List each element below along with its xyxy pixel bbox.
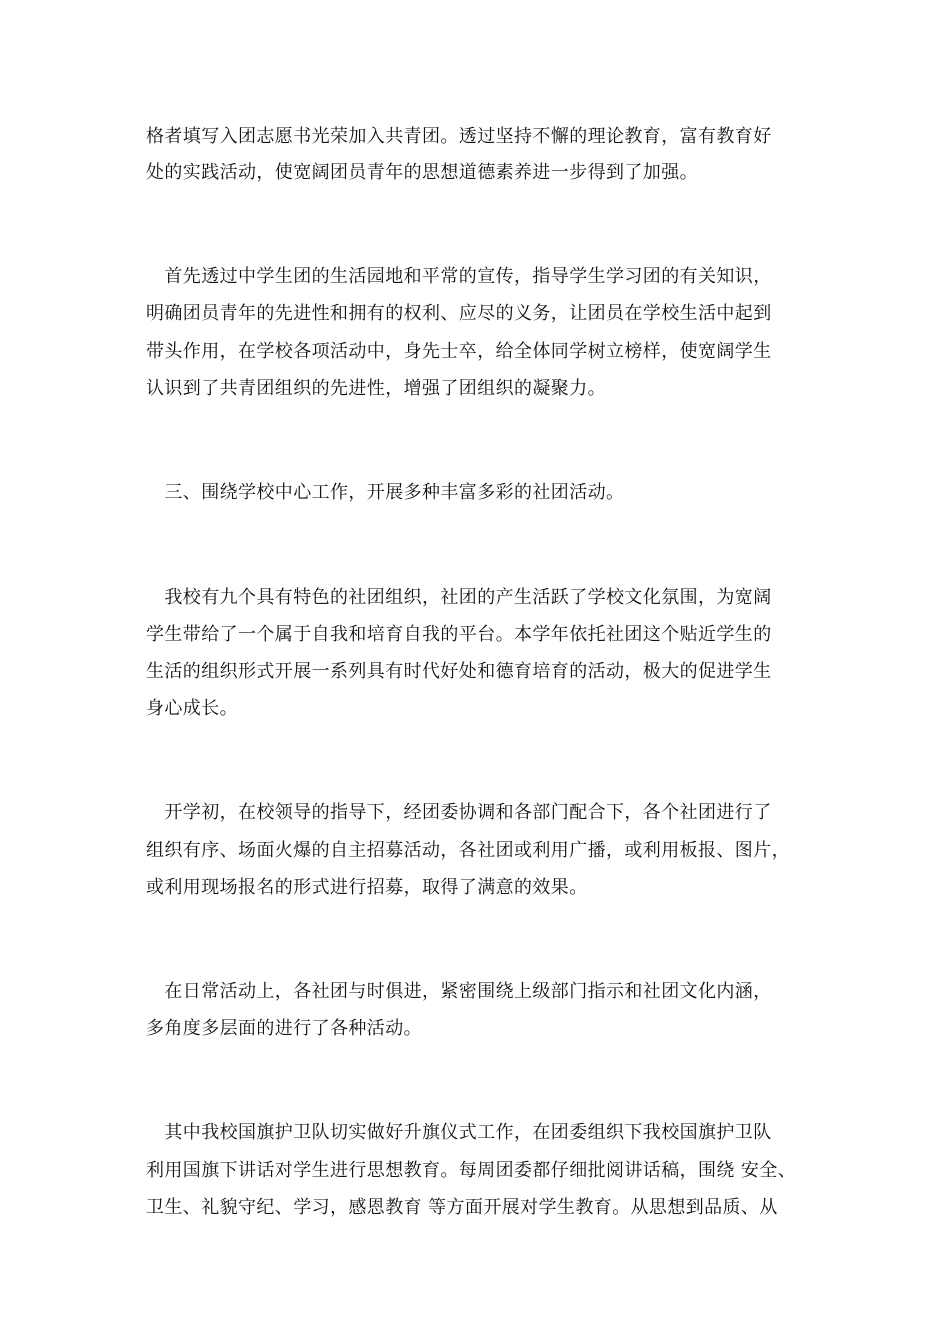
paragraph-7-line-1: 其中我校国旗护卫队切实做好升旗仪式工作，在团委组织下我校国旗护卫队 [146, 1122, 772, 1143]
paragraph-7-line-2: 利用国旗下讲话对学生进行思想教育。每周团委都仔细批阅讲话稿，围绕 安全、 [146, 1160, 797, 1181]
paragraph-5-line-2: 组织有序、场面火爆的自主招募活动，各社团或利用广播，或利用板报、图片， [146, 840, 790, 861]
paragraph-4-line-1: 我校有九个具有特色的社团组织，社团的产生活跃了学校文化氛围，为宽阔 [146, 587, 772, 608]
paragraph-4-line-2: 学生带给了一个属于自我和培育自我的平台。本学年依托社团这个贴近学生的 [146, 624, 772, 645]
paragraph-4-line-4: 身心成长。 [146, 698, 238, 719]
paragraph-2-line-2: 明确团员青年的先进性和拥有的权利、应尽的义务，让团员在学校生活中起到 [146, 303, 772, 324]
paragraph-2-line-3: 带头作用，在学校各项活动中，身先士卒，给全体同学树立榜样，使宽阔学生 [146, 341, 772, 362]
paragraph-4-line-3: 生活的组织形式开展一系列具有时代好处和德育培育的活动，极大的促进学生 [146, 661, 772, 682]
paragraph-6-line-2: 多角度多层面的进行了各种活动。 [146, 1018, 422, 1039]
section-heading: 三、围绕学校中心工作，开展多种丰富多彩的社团活动。 [146, 482, 625, 503]
paragraph-5-line-3: 或利用现场报名的形式进行招募，取得了满意的效果。 [146, 877, 588, 898]
paragraph-6-line-1: 在日常活动上，各社团与时俱进，紧密围绕上级部门指示和社团文化内涵， [146, 981, 772, 1002]
paragraph-2-line-4: 认识到了共青团组织的先进性，增强了团组织的凝聚力。 [146, 378, 606, 399]
paragraph-5-line-1: 开学初，在校领导的指导下，经团委协调和各部门配合下，各个社团进行了 [146, 802, 772, 823]
paragraph-7-line-3: 卫生、礼貌守纪、学习，感恩教育 等方面开展对学生教育。从思想到品质、从 [146, 1197, 778, 1218]
paragraph-2-line-1: 首先透过中学生团的生活园地和平常的宣传，指导学生学习团的有关知识， [146, 266, 772, 287]
paragraph-1-line-1: 格者填写入团志愿书光荣加入共青团。透过坚持不懈的理论教育，富有教育好 [146, 126, 772, 147]
paragraph-1-line-2: 处的实践活动，使宽阔团员青年的思想道德素养进一步得到了加强。 [146, 162, 698, 183]
